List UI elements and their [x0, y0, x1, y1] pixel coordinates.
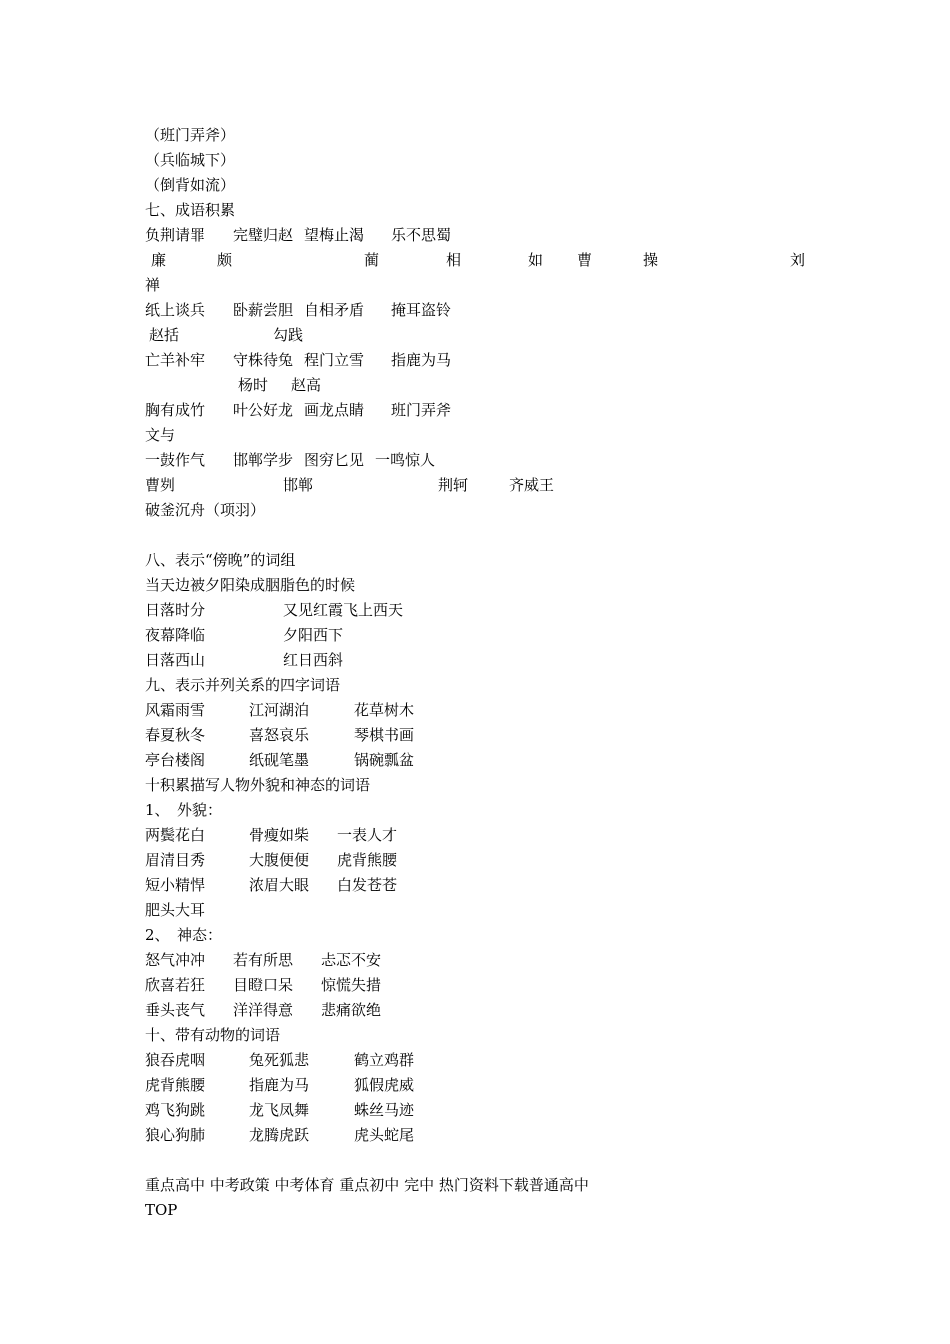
phrase: 龙飞凤舞: [249, 1101, 310, 1119]
phrase: 风霜雨雪: [145, 701, 206, 719]
phrase: 亭台楼阁: [145, 751, 206, 769]
person-name: 邯郸: [283, 476, 314, 494]
phrase: 浓眉大眼: [249, 876, 310, 894]
phrase: 狼吞虎咽: [145, 1051, 206, 1069]
section-heading: 十积累描写人物外貌和神态的词语: [145, 776, 371, 794]
names-row: [145, 473, 845, 498]
names-row: [145, 423, 845, 448]
person-name: 荆轲: [438, 476, 469, 494]
sub-heading: 2、 神态：: [145, 926, 223, 944]
person-name: 曹刿: [145, 476, 176, 494]
idiom: 守株待兔: [233, 351, 294, 369]
section-heading: 七、成语积累: [145, 201, 236, 219]
phrase-row: [145, 898, 845, 923]
phrase-row: [145, 848, 845, 873]
phrase: 龙腾虎跃: [249, 1126, 310, 1144]
names-overflow: 禅: [145, 276, 161, 294]
phrase-row: [145, 948, 845, 973]
phrase: 红日西斜: [283, 651, 344, 669]
phrase: 江河湖泊: [249, 701, 310, 719]
text-line: 当天边被夕阳染成胭脂色的时候: [145, 576, 356, 594]
phrase: 纸砚笔墨: [249, 751, 310, 769]
person-name: 文与: [145, 426, 176, 444]
idiom-row: [145, 223, 845, 248]
person-name: 廉 颇: [151, 251, 251, 269]
idiom: 叶公好龙: [233, 401, 294, 419]
phrase: 又见红霞飞上西天: [283, 601, 404, 619]
phrase: 忐忑不安: [321, 951, 382, 969]
phrase-row: [145, 598, 845, 623]
idiom: 纸上谈兵: [145, 301, 206, 319]
phrase: 悲痛欲绝: [321, 1001, 382, 1019]
phrase: 虎背熊腰: [337, 851, 398, 869]
names-row: [145, 323, 845, 348]
phrase: 鸡飞狗跳: [145, 1101, 206, 1119]
phrase: 狐假虎威: [354, 1076, 415, 1094]
phrase: 花草树木: [354, 701, 415, 719]
phrase: 垂头丧气: [145, 1001, 206, 1019]
section-heading: 十、带有动物的词语: [145, 1026, 281, 1044]
phrase-row: [145, 998, 845, 1023]
person-name: 刘: [790, 251, 806, 269]
phrase-row: [145, 1073, 845, 1098]
phrase: 锅碗瓢盆: [354, 751, 415, 769]
idiom: 胸有成竹: [145, 401, 206, 419]
person-name: 曹 操: [577, 251, 677, 269]
idiom: 亡羊补牢: [145, 351, 206, 369]
phrase-row: [145, 623, 845, 648]
phrase-row: [145, 723, 845, 748]
phrase: 鹤立鸡群: [354, 1051, 415, 1069]
phrase: 眉清目秀: [145, 851, 206, 869]
idiom: 画龙点睛: [304, 401, 365, 419]
person-name: 齐威王: [509, 476, 555, 494]
idiom-row: [145, 398, 845, 423]
phrase: 肥头大耳: [145, 901, 206, 919]
phrase: 白发苍苍: [337, 876, 398, 894]
idiom-row: [145, 298, 845, 323]
phrase: 兔死狐悲: [249, 1051, 310, 1069]
phrase: 洋洋得意: [233, 1001, 294, 1019]
phrase-row: [145, 648, 845, 673]
phrase: 夕阳西下: [283, 626, 344, 644]
person-name: 蔺 相 如: [364, 251, 570, 269]
idiom: 掩耳盗铃: [391, 301, 452, 319]
phrase: 指鹿为马: [249, 1076, 310, 1094]
names-row: [145, 373, 845, 398]
text-line: （班门弄斧）: [145, 126, 236, 144]
person-name: 赵括: [149, 326, 180, 344]
idiom: 指鹿为马: [391, 351, 452, 369]
phrase: 日落时分: [145, 601, 206, 619]
idiom: 乐不思蜀: [391, 226, 452, 244]
phrase-row: [145, 748, 845, 773]
top-link[interactable]: TOP: [145, 1201, 178, 1219]
phrase: 春夏秋冬: [145, 726, 206, 744]
text-line: 破釜沉舟（项羽）: [145, 501, 266, 519]
section-heading: 九、表示并列关系的四字词语: [145, 676, 341, 694]
text-line: （兵临城下）: [145, 151, 236, 169]
document-body: [145, 123, 845, 1223]
blank-line: [145, 523, 845, 548]
footer-links[interactable]: 重点高中 中考政策 中考体育 重点初中 完中 热门资料下载普通高中: [145, 1176, 589, 1194]
phrase: 欣喜若狂: [145, 976, 206, 994]
phrase-row: [145, 1123, 845, 1148]
phrase-row: [145, 973, 845, 998]
idiom: 程门立雪: [304, 351, 365, 369]
phrase: 骨瘦如柴: [249, 826, 310, 844]
phrase: 夜幕降临: [145, 626, 206, 644]
phrase: 蛛丝马迹: [354, 1101, 415, 1119]
sub-heading: 1、 外貌：: [145, 801, 223, 819]
phrase: 惊慌失措: [321, 976, 382, 994]
names-row: [145, 248, 845, 273]
idiom: 图穷匕见: [304, 451, 365, 469]
idiom: 卧薪尝胆: [233, 301, 294, 319]
idiom: 班门弄斧: [391, 401, 452, 419]
phrase: 短小精悍: [145, 876, 206, 894]
phrase: 一表人才: [337, 826, 398, 844]
section-heading: 八、表示“傍晚”的词组: [145, 551, 296, 569]
phrase: 目瞪口呆: [233, 976, 294, 994]
phrase: 大腹便便: [249, 851, 310, 869]
idiom: 完璧归赵: [233, 226, 294, 244]
phrase-row: [145, 698, 845, 723]
phrase: 狼心狗肺: [145, 1126, 206, 1144]
idiom: 望梅止渴: [304, 226, 365, 244]
phrase-row: [145, 1098, 845, 1123]
phrase-row: [145, 873, 845, 898]
idiom-row: [145, 348, 845, 373]
idiom: 一鼓作气: [145, 451, 206, 469]
phrase: 虎头蛇尾: [354, 1126, 415, 1144]
person-name: 勾践: [273, 326, 304, 344]
blank-line: [145, 1148, 845, 1173]
phrase: 若有所思: [233, 951, 294, 969]
phrase: 怒气冲冲: [145, 951, 206, 969]
phrase-row: [145, 1048, 845, 1073]
idiom: 邯郸学步: [233, 451, 294, 469]
phrase: 日落西山: [145, 651, 206, 669]
phrase: 两鬓花白: [145, 826, 206, 844]
idiom: 自相矛盾: [304, 301, 365, 319]
person-name: 赵高: [291, 376, 322, 394]
text-line: （倒背如流）: [145, 176, 236, 194]
idiom-row: [145, 448, 845, 473]
idiom: 负荆请罪: [145, 226, 206, 244]
phrase: 喜怒哀乐: [249, 726, 310, 744]
idiom: 一鸣惊人: [375, 451, 436, 469]
phrase-row: [145, 823, 845, 848]
phrase: 琴棋书画: [354, 726, 415, 744]
phrase: 虎背熊腰: [145, 1076, 206, 1094]
person-name: 杨时: [238, 376, 269, 394]
